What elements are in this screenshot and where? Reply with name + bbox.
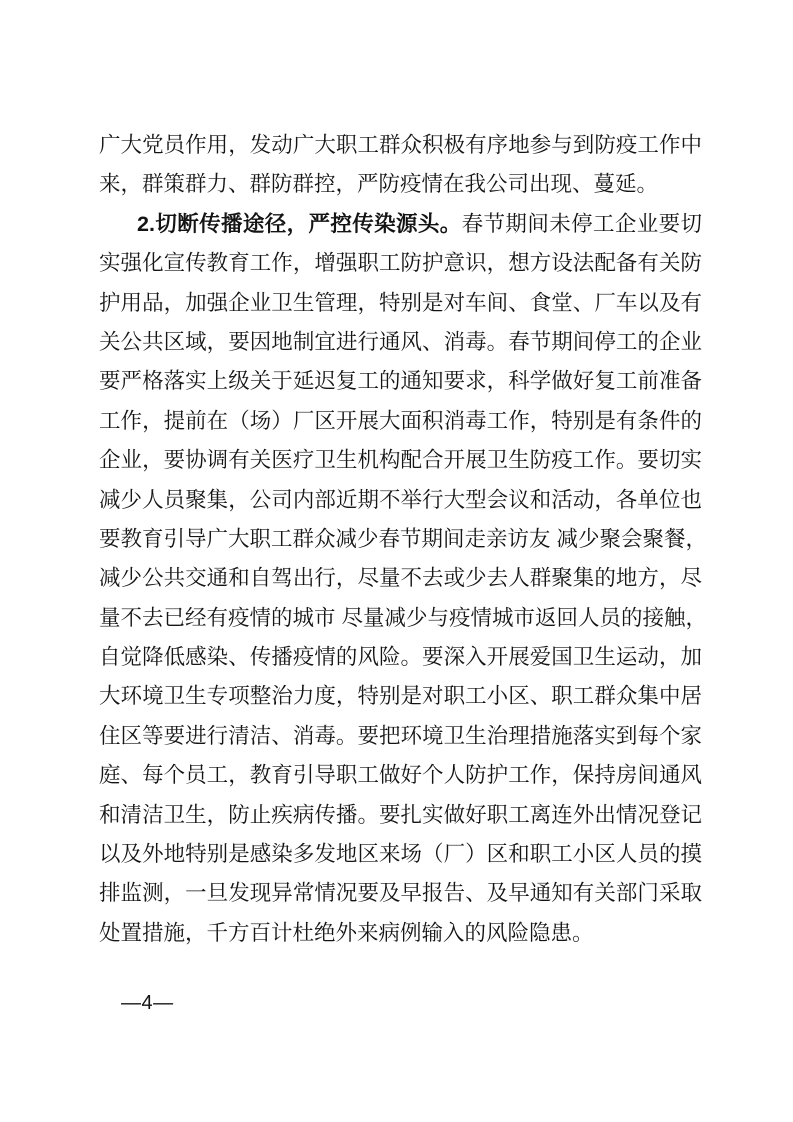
text-line [99, 756, 702, 795]
text-line [99, 126, 702, 165]
text-line [99, 835, 702, 874]
text-line [99, 284, 702, 323]
paragraph-text: 减少人员聚集，公司内部近期不举行大型会议和活动，各单位也 [99, 487, 702, 512]
paragraph-text: 企业，要协调有关医疗卫生机构配合开展卫生防疫工作。要切实 [99, 448, 702, 473]
text-line [99, 717, 702, 756]
paragraph-text: 来，群策群力、群防群控，严防疫情在我公司出现、蔓延。 [99, 172, 659, 197]
text-line [99, 165, 702, 204]
paragraph-text: 要教育引导广大职工群众减少春节期间走亲访友 减少聚会聚餐， [99, 526, 707, 551]
text-line [99, 402, 702, 441]
paragraph-text: 处置措施，千方百计杜绝外来病例输入的风险隐患。 [99, 920, 594, 945]
paragraph-text: 自觉降低感染、传播疫情的风险。要深入开展爱国卫生运动，加 [99, 645, 702, 670]
paragraph-text: 要严格落实上级关于延迟复工的通知要求，科学做好复工前准备 [99, 369, 702, 394]
paragraph-text: 春节期间未停工企业要切 [461, 211, 702, 236]
paragraph-text: 广大党员作用，发动广大职工群众积极有序地参与到防疫工作中 [99, 133, 702, 157]
text-line [99, 481, 702, 520]
paragraph-text: 排监测，一旦发现异常情况要及早报告、及早通知有关部门采取 [99, 881, 702, 906]
paragraph-text: 大环境卫生专项整治力度，特别是对职工小区、职工群众集中居 [99, 684, 702, 709]
paragraph-text: 住区等要进行清洁、消毒。要把环境卫生治理措施落实到每个家 [99, 723, 702, 748]
paragraph-text: 以及外地特别是感染多发地区来场（厂）区和职工小区人员的摸 [99, 842, 702, 867]
text-line [99, 677, 702, 716]
text-line [99, 914, 702, 953]
paragraph-text: 和清洁卫生，防止疾病传播。要扎实做好职工离连外出情况登记 [99, 802, 702, 827]
paragraph-text: 减少公共交通和自驾出行，尽量不去或少去人群聚集的地方，尽 [99, 566, 702, 591]
document-body [99, 126, 707, 953]
paragraph-text: 护用品，加强企业卫生管理，特别是对车间、食堂、厂车以及有 [99, 290, 702, 315]
text-line [99, 205, 702, 244]
text-line [99, 638, 702, 677]
text-line [99, 599, 707, 638]
text-line [99, 244, 702, 283]
text-line [99, 362, 702, 401]
text-line [99, 323, 702, 362]
page-number: —4— [121, 992, 174, 1014]
paragraph-text: 庭、每个员工，教育引导职工做好个人防护工作，保持房间通风 [99, 763, 702, 788]
text-line [99, 874, 702, 913]
paragraph-text: 工作，提前在（场）厂区开展大面积消毒工作，特别是有条件的 [99, 408, 702, 433]
paragraph-text: 关公共区域，要因地制宜进行通风、消毒。春节期间停工的企业 [99, 329, 702, 354]
paragraph-text: 量不去已经有疫情的城市 尽量减少与疫情城市返回人员的接触， [99, 605, 707, 630]
text-line [99, 796, 702, 835]
text-line [99, 559, 702, 598]
text-line [99, 441, 702, 480]
paragraph-text: 实强化宣传教育工作，增强职工防护意识，想方设法配备有关防 [99, 251, 702, 276]
paragraph-bold-heading: 2.切断传播途径，严控传染源头。 [137, 211, 462, 236]
text-line [99, 520, 707, 559]
